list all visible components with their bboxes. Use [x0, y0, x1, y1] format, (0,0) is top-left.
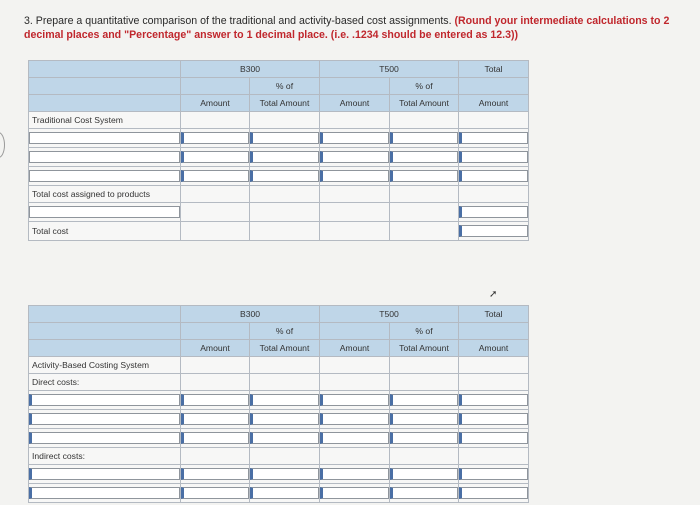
header-blank — [29, 306, 181, 323]
dropdown-input[interactable] — [29, 468, 180, 480]
header-t500: T500 — [320, 306, 459, 323]
cell-input[interactable] — [320, 148, 390, 167]
header-total-amount: Total Amount — [390, 340, 459, 357]
empty-cell — [250, 203, 320, 222]
percent-input[interactable] — [250, 487, 319, 499]
header-t500: T500 — [320, 61, 459, 78]
header-blank — [459, 78, 529, 95]
total-amount-input[interactable] — [459, 132, 528, 144]
row-label-traditional: Traditional Cost System — [29, 112, 181, 129]
total-amount-input[interactable] — [459, 413, 528, 425]
cell-input[interactable] — [29, 167, 181, 186]
empty-cell — [390, 374, 459, 391]
cell-input[interactable] — [390, 148, 459, 167]
empty-cell — [181, 357, 250, 374]
header-amount: Amount — [320, 95, 390, 112]
dropdown-input[interactable] — [29, 394, 180, 406]
total-amount-input[interactable] — [459, 432, 528, 444]
percent-input[interactable] — [390, 151, 458, 163]
dropdown-input[interactable] — [29, 151, 180, 163]
table-row — [29, 112, 529, 129]
cell-input[interactable] — [320, 465, 390, 484]
cell-input[interactable] — [459, 222, 529, 241]
empty-cell — [181, 448, 250, 465]
percent-input[interactable] — [390, 394, 458, 406]
cell-input[interactable] — [250, 148, 320, 167]
cell-input[interactable] — [390, 429, 459, 448]
header-blank — [320, 323, 390, 340]
total-amount-input[interactable] — [459, 487, 528, 499]
table-row — [29, 203, 529, 222]
cell-input[interactable] — [320, 429, 390, 448]
dropdown-input[interactable] — [29, 432, 180, 444]
cell-input[interactable] — [250, 484, 320, 503]
empty-cell — [181, 112, 250, 129]
header-blank — [29, 61, 181, 78]
cell-input[interactable] — [250, 167, 320, 186]
header-total: Total — [459, 61, 529, 78]
empty-cell — [459, 357, 529, 374]
empty-cell — [459, 186, 529, 203]
empty-cell — [320, 186, 390, 203]
empty-cell — [459, 448, 529, 465]
empty-cell — [181, 222, 250, 241]
cell-input[interactable] — [459, 148, 529, 167]
percent-input[interactable] — [250, 468, 319, 480]
dropdown-input[interactable] — [29, 170, 180, 182]
cell-input[interactable] — [250, 429, 320, 448]
dropdown-input[interactable] — [29, 132, 180, 144]
instruction-rounding-note: (Round your intermediate calculations to 2 decimal places and "Percentage" answer to 1 decimal place. (i.e. .1234 should be entered as 12.3)) — [24, 15, 670, 41]
percent-input[interactable] — [250, 151, 319, 163]
amount-input[interactable] — [181, 468, 249, 480]
cell-input[interactable] — [181, 429, 250, 448]
cell-input[interactable] — [459, 465, 529, 484]
cell-input[interactable] — [390, 129, 459, 148]
empty-cell — [390, 186, 459, 203]
table-row — [29, 148, 529, 167]
amount-input[interactable] — [320, 170, 389, 182]
table-row — [29, 374, 529, 391]
table-row — [29, 222, 529, 241]
activity-based-cost-table — [28, 305, 529, 503]
empty-cell — [250, 186, 320, 203]
cell-input[interactable] — [320, 410, 390, 429]
cell-input[interactable] — [29, 429, 181, 448]
amount-input[interactable] — [181, 413, 249, 425]
cell-input[interactable] — [459, 429, 529, 448]
header-b300: B300 — [181, 61, 320, 78]
header-pct-of: % of — [250, 323, 320, 340]
traditional-cost-table — [28, 60, 529, 241]
row-label-direct-costs: Direct costs: — [29, 374, 181, 391]
cell-input[interactable] — [29, 148, 181, 167]
cell-input[interactable] — [320, 484, 390, 503]
instruction-prefix: 3. Prepare a quantitative comparison of the traditional and activity-based cost assignments. — [24, 15, 452, 27]
cell-input[interactable] — [181, 391, 250, 410]
cell-input[interactable] — [459, 410, 529, 429]
total-amount-input[interactable] — [459, 151, 528, 163]
cell-input[interactable] — [29, 410, 181, 429]
table-row — [29, 129, 529, 148]
empty-cell — [320, 203, 390, 222]
table-row — [29, 391, 529, 410]
cell-input[interactable] — [459, 129, 529, 148]
amount-input[interactable] — [320, 432, 389, 444]
empty-cell — [181, 374, 250, 391]
cell-input[interactable] — [181, 484, 250, 503]
cell-input[interactable] — [459, 167, 529, 186]
amount-input[interactable] — [320, 487, 389, 499]
header-amount: Amount — [320, 340, 390, 357]
percent-input[interactable] — [390, 487, 458, 499]
percent-input[interactable] — [250, 132, 319, 144]
cell-input[interactable] — [390, 167, 459, 186]
cell-input[interactable] — [459, 203, 529, 222]
header-pct-of: % of — [250, 78, 320, 95]
amount-input[interactable] — [320, 468, 389, 480]
total-amount-input[interactable] — [459, 468, 528, 480]
percent-input[interactable] — [390, 468, 458, 480]
cell-input[interactable] — [181, 465, 250, 484]
header-blank — [459, 323, 529, 340]
amount-input[interactable] — [320, 394, 389, 406]
header-total-amount: Total Amount — [250, 340, 320, 357]
header-amount: Amount — [181, 340, 250, 357]
cell-input[interactable] — [459, 484, 529, 503]
cell-input[interactable] — [250, 129, 320, 148]
empty-cell — [390, 112, 459, 129]
empty-cell — [390, 448, 459, 465]
cell-input[interactable] — [390, 484, 459, 503]
amount-input[interactable] — [320, 413, 389, 425]
table-row — [29, 167, 529, 186]
header-blank — [181, 78, 250, 95]
table-row — [29, 357, 529, 374]
cell-input[interactable] — [181, 148, 250, 167]
empty-cell — [181, 203, 250, 222]
empty-cell — [320, 374, 390, 391]
header-amount: Amount — [459, 95, 529, 112]
total-amount-input[interactable] — [459, 170, 528, 182]
empty-cell — [320, 112, 390, 129]
amount-input[interactable] — [181, 394, 249, 406]
cell-input[interactable] — [29, 203, 181, 222]
cell-input[interactable] — [320, 167, 390, 186]
table-row — [29, 410, 529, 429]
empty-cell — [459, 374, 529, 391]
percent-input[interactable] — [250, 394, 319, 406]
amount-input[interactable] — [181, 132, 249, 144]
header-pct-of: % of — [390, 78, 459, 95]
table-row — [29, 429, 529, 448]
window-edge-handle — [0, 132, 5, 158]
header-blank — [29, 340, 181, 357]
header-blank — [181, 323, 250, 340]
header-blank — [29, 95, 181, 112]
percent-input[interactable] — [390, 413, 458, 425]
cell-input[interactable] — [250, 410, 320, 429]
empty-cell — [459, 112, 529, 129]
dropdown-input[interactable] — [29, 413, 180, 425]
percent-input[interactable] — [390, 432, 458, 444]
empty-cell — [250, 448, 320, 465]
header-blank — [29, 323, 181, 340]
row-label-abc: Activity-Based Costing System — [29, 357, 181, 374]
empty-cell — [320, 357, 390, 374]
cell-input[interactable] — [181, 167, 250, 186]
amount-input[interactable] — [181, 170, 249, 182]
table-row — [29, 484, 529, 503]
cell-input[interactable] — [459, 391, 529, 410]
empty-cell — [250, 112, 320, 129]
dropdown-input[interactable] — [29, 206, 180, 218]
amount-input[interactable] — [181, 151, 249, 163]
header-pct-of: % of — [390, 323, 459, 340]
instruction-text — [24, 14, 689, 42]
empty-cell — [181, 186, 250, 203]
empty-cell — [250, 374, 320, 391]
empty-cell — [250, 357, 320, 374]
percent-input[interactable] — [250, 432, 319, 444]
cell-input[interactable] — [390, 465, 459, 484]
cell-input[interactable] — [390, 410, 459, 429]
total-amount-input[interactable] — [459, 225, 528, 237]
cell-input[interactable] — [390, 391, 459, 410]
amount-input[interactable] — [320, 132, 389, 144]
table-row — [29, 448, 529, 465]
cell-input[interactable] — [320, 391, 390, 410]
empty-cell — [250, 222, 320, 241]
row-label-total-assigned: Total cost assigned to products — [29, 186, 181, 203]
empty-cell — [390, 357, 459, 374]
cell-input[interactable] — [29, 129, 181, 148]
percent-input[interactable] — [250, 413, 319, 425]
header-total-amount: Total Amount — [390, 95, 459, 112]
row-label-indirect-costs: Indirect costs: — [29, 448, 181, 465]
table-row — [29, 186, 529, 203]
cell-input[interactable] — [320, 129, 390, 148]
header-blank — [29, 78, 181, 95]
empty-cell — [390, 222, 459, 241]
cell-input[interactable] — [181, 129, 250, 148]
percent-input[interactable] — [390, 170, 458, 182]
header-blank — [320, 78, 390, 95]
cell-input[interactable] — [29, 465, 181, 484]
cell-input[interactable] — [250, 465, 320, 484]
empty-cell — [320, 222, 390, 241]
dropdown-input[interactable] — [29, 487, 180, 499]
header-amount: Amount — [181, 95, 250, 112]
total-amount-input[interactable] — [459, 394, 528, 406]
header-total: Total — [459, 306, 529, 323]
amount-input[interactable] — [320, 151, 389, 163]
percent-input[interactable] — [250, 170, 319, 182]
cursor-arrow-icon: ➚ — [489, 289, 498, 300]
amount-input[interactable] — [181, 432, 249, 444]
cell-input[interactable] — [181, 410, 250, 429]
header-b300: B300 — [181, 306, 320, 323]
empty-cell — [320, 448, 390, 465]
cell-input[interactable] — [29, 391, 181, 410]
amount-input[interactable] — [181, 487, 249, 499]
cell-input[interactable] — [250, 391, 320, 410]
total-amount-input[interactable] — [459, 206, 528, 218]
cell-input[interactable] — [29, 484, 181, 503]
percent-input[interactable] — [390, 132, 458, 144]
table-row — [29, 465, 529, 484]
header-total-amount: Total Amount — [250, 95, 320, 112]
row-label-total-cost: Total cost — [29, 222, 181, 241]
empty-cell — [390, 203, 459, 222]
header-amount: Amount — [459, 340, 529, 357]
